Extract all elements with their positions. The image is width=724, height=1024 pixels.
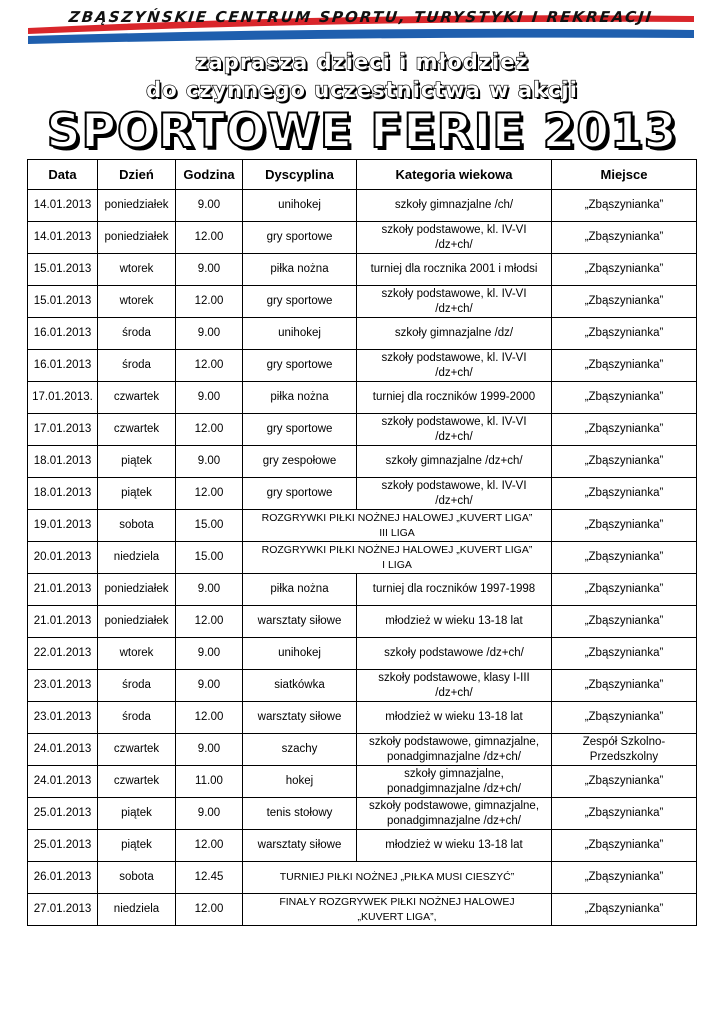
category-cell: szkoły podstawowe, kl. IV-VI /dz+ch/	[357, 478, 552, 510]
event-title: SPORTOWE FERIE 2013	[46, 104, 678, 159]
category-cell: turniej dla rocznika 2001 i młodsi	[357, 254, 552, 286]
date-cell: 15.01.2013	[28, 286, 98, 318]
place-cell: „Zbąszynianka”	[552, 190, 697, 222]
time-cell: 15.00	[176, 510, 243, 542]
day-cell: poniedziałek	[98, 574, 176, 606]
table-row	[28, 446, 697, 478]
discipline-cell: unihokej	[243, 318, 357, 350]
invite-line-1: zaprasza dzieci i młodzież	[195, 50, 529, 74]
date-cell: 26.01.2013	[28, 862, 98, 894]
table-row	[28, 830, 697, 862]
day-cell: poniedziałek	[98, 190, 176, 222]
time-cell: 9.00	[176, 254, 243, 286]
date-cell: 25.01.2013	[28, 798, 98, 830]
category-cell: młodzież w wieku 13-18 lat	[357, 606, 552, 638]
date-cell: 24.01.2013	[28, 766, 98, 798]
category-cell: szkoły gimnazjalne /dz/	[357, 318, 552, 350]
place-cell: „Zbąszynianka”	[552, 894, 697, 926]
discipline-cell: unihokej	[243, 190, 357, 222]
category-cell: turniej dla roczników 1997-1998	[357, 574, 552, 606]
table-header-row	[28, 160, 697, 190]
date-cell: 17.01.2013	[28, 414, 98, 446]
discipline-cell: gry zespołowe	[243, 446, 357, 478]
time-cell: 9.00	[176, 574, 243, 606]
day-cell: wtorek	[98, 254, 176, 286]
date-cell: 21.01.2013	[28, 606, 98, 638]
place-cell: „Zbąszynianka”	[552, 766, 697, 798]
date-cell: 25.01.2013	[28, 830, 98, 862]
time-cell: 12.45	[176, 862, 243, 894]
category-cell: szkoły podstawowe, klasy I-III /dz+ch/	[357, 670, 552, 702]
event-description-cell: ROZGRYWKI PIŁKI NOŻNEJ HALOWEJ „KUVERT LIGA” I LIGA	[243, 542, 552, 574]
place-cell: „Zbąszynianka”	[552, 638, 697, 670]
table-row	[28, 254, 697, 286]
organization-name: ZBĄSZYŃSKIE CENTRUM SPORTU, TURYSTYKI I REKREACJI	[67, 8, 655, 26]
place-cell: „Zbąszynianka”	[552, 510, 697, 542]
discipline-cell: warsztaty siłowe	[243, 606, 357, 638]
day-cell: poniedziałek	[98, 606, 176, 638]
discipline-cell: gry sportowe	[243, 478, 357, 510]
invite-line-2: do czynnego uczestnictwa w akcji	[146, 78, 578, 102]
table-row	[28, 318, 697, 350]
place-cell: „Zbąszynianka”	[552, 254, 697, 286]
day-cell: wtorek	[98, 286, 176, 318]
day-cell: piątek	[98, 478, 176, 510]
date-cell: 24.01.2013	[28, 734, 98, 766]
schedule-table	[27, 159, 697, 926]
date-cell: 18.01.2013	[28, 446, 98, 478]
discipline-cell: warsztaty siłowe	[243, 702, 357, 734]
table-row	[28, 190, 697, 222]
date-cell: 27.01.2013	[28, 894, 98, 926]
time-cell: 9.00	[176, 798, 243, 830]
category-cell: młodzież w wieku 13-18 lat	[357, 702, 552, 734]
category-cell: szkoły gimnazjalne /ch/	[357, 190, 552, 222]
discipline-cell: unihokej	[243, 638, 357, 670]
discipline-cell: piłka nożna	[243, 254, 357, 286]
discipline-cell: warsztaty siłowe	[243, 830, 357, 862]
table-row	[28, 286, 697, 318]
day-cell: wtorek	[98, 638, 176, 670]
day-cell: czwartek	[98, 766, 176, 798]
discipline-cell: tenis stołowy	[243, 798, 357, 830]
time-cell: 12.00	[176, 702, 243, 734]
place-cell: „Zbąszynianka”	[552, 606, 697, 638]
discipline-cell: gry sportowe	[243, 350, 357, 382]
time-cell: 12.00	[176, 830, 243, 862]
time-cell: 9.00	[176, 382, 243, 414]
day-cell: środa	[98, 670, 176, 702]
header-cell: Dzień	[98, 160, 176, 190]
day-cell: czwartek	[98, 382, 176, 414]
place-cell: „Zbąszynianka”	[552, 702, 697, 734]
table-row	[28, 734, 697, 766]
place-cell: „Zbąszynianka”	[552, 478, 697, 510]
time-cell: 9.00	[176, 734, 243, 766]
discipline-cell: gry sportowe	[243, 414, 357, 446]
table-row	[28, 350, 697, 382]
time-cell: 15.00	[176, 542, 243, 574]
header-cell: Dyscyplina	[243, 160, 357, 190]
discipline-cell: piłka nożna	[243, 382, 357, 414]
place-cell: „Zbąszynianka”	[552, 350, 697, 382]
category-cell: szkoły podstawowe, gimnazjalne, ponadgimnazjalne /dz+ch/	[357, 798, 552, 830]
day-cell: czwartek	[98, 734, 176, 766]
date-cell: 21.01.2013	[28, 574, 98, 606]
table-row	[28, 670, 697, 702]
day-cell: poniedziałek	[98, 222, 176, 254]
table-row	[28, 894, 697, 926]
time-cell: 9.00	[176, 190, 243, 222]
time-cell: 12.00	[176, 414, 243, 446]
date-cell: 14.01.2013	[28, 222, 98, 254]
category-cell: szkoły podstawowe /dz+ch/	[357, 638, 552, 670]
category-cell: szkoły podstawowe, gimnazjalne, ponadgimnazjalne /dz+ch/	[357, 734, 552, 766]
event-description-cell: FINAŁY ROZGRYWEK PIŁKI NOŻNEJ HALOWEJ „KUVERT LIGA”,	[243, 894, 552, 926]
header-banner	[28, 6, 694, 50]
time-cell: 12.00	[176, 222, 243, 254]
time-cell: 9.00	[176, 670, 243, 702]
table-row	[28, 382, 697, 414]
time-cell: 9.00	[176, 446, 243, 478]
time-cell: 12.00	[176, 894, 243, 926]
category-cell: szkoły podstawowe, kl. IV-VI /dz+ch/	[357, 350, 552, 382]
place-cell: „Zbąszynianka”	[552, 382, 697, 414]
day-cell: środa	[98, 350, 176, 382]
place-cell: „Zbąszynianka”	[552, 414, 697, 446]
header-cell: Godzina	[176, 160, 243, 190]
date-cell: 18.01.2013	[28, 478, 98, 510]
table-row	[28, 222, 697, 254]
event-description-cell: ROZGRYWKI PIŁKI NOŻNEJ HALOWEJ „KUVERT LIGA” III LIGA	[243, 510, 552, 542]
table-row	[28, 638, 697, 670]
place-cell: „Zbąszynianka”	[552, 222, 697, 254]
place-cell: „Zbąszynianka”	[552, 830, 697, 862]
day-cell: czwartek	[98, 414, 176, 446]
day-cell: niedziela	[98, 542, 176, 574]
table-row	[28, 702, 697, 734]
discipline-cell: siatkówka	[243, 670, 357, 702]
date-cell: 23.01.2013	[28, 702, 98, 734]
discipline-cell: gry sportowe	[243, 222, 357, 254]
category-cell: szkoły gimnazjalne, ponadgimnazjalne /dz+ch/	[357, 766, 552, 798]
day-cell: piątek	[98, 446, 176, 478]
table-row	[28, 510, 697, 542]
date-cell: 14.01.2013	[28, 190, 98, 222]
date-cell: 17.01.2013.	[28, 382, 98, 414]
table-row	[28, 606, 697, 638]
category-cell: szkoły podstawowe, kl. IV-VI /dz+ch/	[357, 414, 552, 446]
category-cell: młodzież w wieku 13-18 lat	[357, 830, 552, 862]
header-cell: Miejsce	[552, 160, 697, 190]
table-row	[28, 414, 697, 446]
time-cell: 9.00	[176, 318, 243, 350]
discipline-cell: hokej	[243, 766, 357, 798]
discipline-cell: szachy	[243, 734, 357, 766]
table-row	[28, 862, 697, 894]
date-cell: 16.01.2013	[28, 318, 98, 350]
day-cell: piątek	[98, 798, 176, 830]
table-row	[28, 798, 697, 830]
place-cell: „Zbąszynianka”	[552, 542, 697, 574]
discipline-cell: gry sportowe	[243, 286, 357, 318]
place-cell: „Zbąszynianka”	[552, 286, 697, 318]
place-cell: „Zbąszynianka”	[552, 798, 697, 830]
time-cell: 12.00	[176, 286, 243, 318]
place-cell: „Zbąszynianka”	[552, 446, 697, 478]
day-cell: środa	[98, 318, 176, 350]
table-row	[28, 574, 697, 606]
day-cell: środa	[98, 702, 176, 734]
day-cell: piątek	[98, 830, 176, 862]
place-cell: Zespół Szkolno- Przedszkolny	[552, 734, 697, 766]
date-cell: 22.01.2013	[28, 638, 98, 670]
date-cell: 19.01.2013	[28, 510, 98, 542]
time-cell: 9.00	[176, 638, 243, 670]
table-row	[28, 542, 697, 574]
time-cell: 12.00	[176, 350, 243, 382]
place-cell: „Zbąszynianka”	[552, 574, 697, 606]
time-cell: 11.00	[176, 766, 243, 798]
category-cell: turniej dla roczników 1999-2000	[357, 382, 552, 414]
date-cell: 20.01.2013	[28, 542, 98, 574]
place-cell: „Zbąszynianka”	[552, 670, 697, 702]
date-cell: 16.01.2013	[28, 350, 98, 382]
event-description-cell: TURNIEJ PIŁKI NOŻNEJ „PIŁKA MUSI CIESZYĆ”	[243, 862, 552, 894]
date-cell: 15.01.2013	[28, 254, 98, 286]
place-cell: „Zbąszynianka”	[552, 318, 697, 350]
table-row	[28, 766, 697, 798]
header-cell: Data	[28, 160, 98, 190]
day-cell: sobota	[98, 510, 176, 542]
table-body	[28, 190, 697, 926]
header-cell: Kategoria wiekowa	[357, 160, 552, 190]
category-cell: szkoły podstawowe, kl. IV-VI /dz+ch/	[357, 286, 552, 318]
table-row	[28, 478, 697, 510]
time-cell: 12.00	[176, 478, 243, 510]
discipline-cell: piłka nożna	[243, 574, 357, 606]
time-cell: 12.00	[176, 606, 243, 638]
category-cell: szkoły podstawowe, kl. IV-VI /dz+ch/	[357, 222, 552, 254]
day-cell: niedziela	[98, 894, 176, 926]
place-cell: „Zbąszynianka”	[552, 862, 697, 894]
category-cell: szkoły gimnazjalne /dz+ch/	[357, 446, 552, 478]
date-cell: 23.01.2013	[28, 670, 98, 702]
day-cell: sobota	[98, 862, 176, 894]
